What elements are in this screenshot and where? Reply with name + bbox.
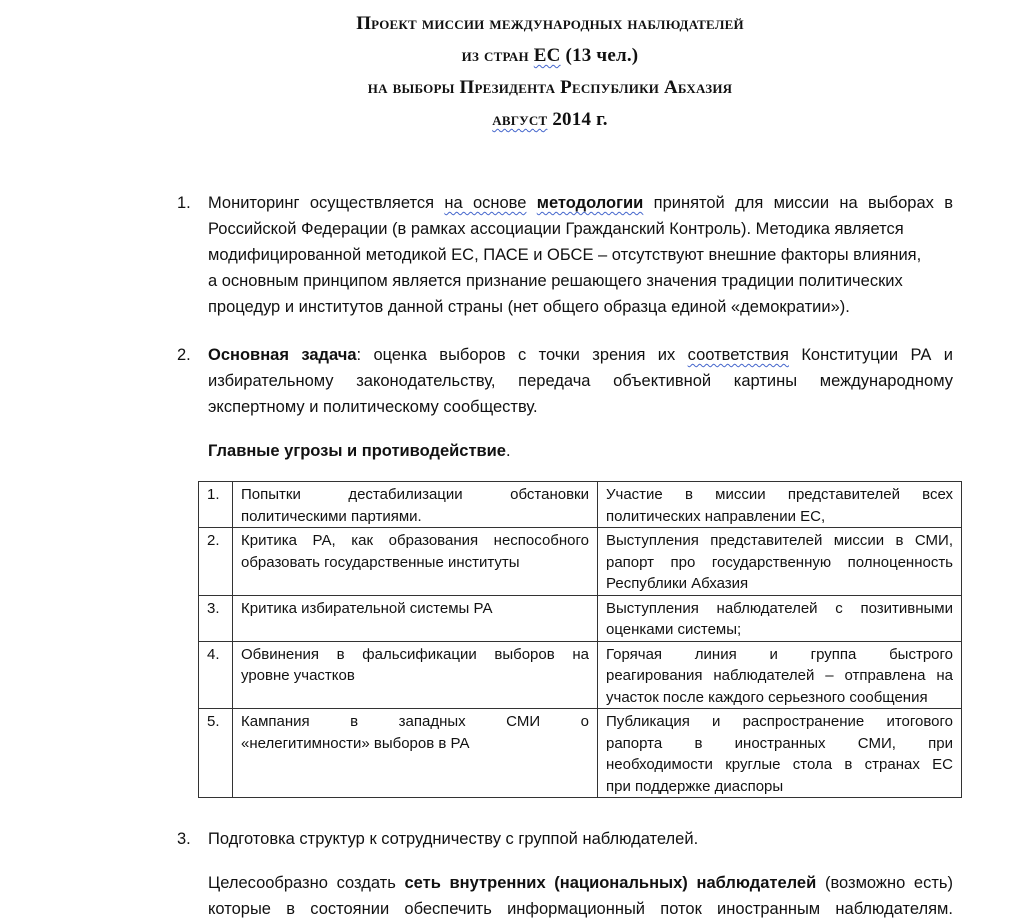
table-row — [199, 709, 962, 798]
cell-line: необходимости круглые стола в странах ЕС — [606, 756, 953, 773]
item2-line-3: экспертному и политическому сообществу. — [208, 398, 538, 416]
cell-line: Республики Абхазия — [606, 575, 749, 592]
cell-line: Критика избирательной системы РА — [241, 599, 493, 617]
cell-line: Публикация и распространение итогового — [606, 713, 953, 730]
cell-line: Выступления представителей миссии в СМИ, — [606, 532, 953, 549]
cell-line: уровне участков — [241, 667, 355, 684]
table-row — [199, 528, 962, 596]
list-number: 2. — [177, 346, 191, 364]
title-line-4: август 2014 г. — [492, 109, 608, 130]
item1-line-1: Мониторинг осуществляется на основе методологии принятой для миссии на выборах в — [208, 194, 953, 212]
item3-line-1: Подготовка структур к сотрудничеству с группой наблюдателей. — [208, 830, 699, 848]
title-line-2: из стран ЕС (13 чел.) — [461, 45, 639, 66]
item3-paragraph-line-2: которые в состоянии обеспечить информационный поток иностранным наблюдателям. — [208, 900, 953, 918]
list-number: 3. — [177, 830, 191, 848]
countermeasure-cell — [598, 595, 962, 641]
list-number: 1. — [177, 194, 191, 212]
cell-line: реагирования наблюдателей – отправлена на — [606, 667, 953, 684]
threats-table — [198, 481, 962, 798]
item2-line-1: Основная задача: оценка выборов с точки зрения их соответствия Конституции РА и — [208, 346, 953, 364]
item3-paragraph-line-1: Целесообразно создать сеть внутренних (национальных) наблюдателей (возможно есть) — [208, 874, 953, 892]
threat-cell — [233, 528, 598, 596]
row-number: 4. — [199, 641, 233, 709]
cell-line: образовать государственные институты — [241, 553, 520, 571]
cell-line: при поддержке диаспоры — [606, 777, 784, 795]
countermeasure-cell — [598, 528, 962, 596]
cell-line: Попытки дестабилизации обстановки — [241, 486, 589, 503]
item1-line-4: а основным принципом является признание решающего значения традиции политических — [208, 272, 903, 290]
item1-line-5: процедур и институтов данной страны (нет общего образца единой «демократии»). — [208, 298, 850, 316]
cell-line: Участие в миссии представителей всех — [606, 486, 953, 503]
cell-line: рапорта в иностранных СМИ, при — [606, 734, 953, 752]
row-number: 3. — [199, 595, 233, 641]
threat-cell — [233, 595, 598, 641]
row-number: 2. — [199, 528, 233, 596]
countermeasure-cell — [598, 709, 962, 798]
table-row — [199, 482, 962, 528]
cell-line: Критика РА, как образования неспособного — [241, 532, 589, 549]
row-number: 1. — [199, 482, 233, 528]
table-row — [199, 595, 962, 641]
item1-line-2: Российской Федерации (в рамках ассоциации Гражданский Контроль). Методика является — [208, 220, 904, 238]
cell-line: Кампания в западных СМИ о — [241, 713, 589, 730]
threats-heading: Главные угрозы и противодействие. — [208, 442, 511, 460]
item1-line-3: модифицированной методикой ЕС, ПАСЕ и ОБСЕ – отсутствуют внешние факторы влияния, — [208, 246, 922, 264]
threat-cell — [233, 709, 598, 798]
cell-line: Выступления наблюдателей с позитивными — [606, 599, 953, 617]
cell-line: рапорт про государственную полноценность — [606, 553, 953, 571]
countermeasure-cell — [598, 482, 962, 528]
document-title — [0, 8, 1024, 136]
threat-cell — [233, 482, 598, 528]
row-number: 5. — [199, 709, 233, 798]
cell-line: политических направлении ЕС, — [606, 507, 826, 525]
cell-line: участок после каждого серьезного сообщения — [606, 688, 928, 706]
list-item-3 — [177, 826, 953, 922]
countermeasure-cell — [598, 641, 962, 709]
item2-line-2: избирательному законодательству, передача объективной картины международному — [208, 372, 953, 390]
cell-line: политическими партиями. — [241, 507, 422, 525]
list-item-1 — [177, 190, 953, 320]
cell-line: Обвинения в фальсификации выборов на — [241, 645, 589, 663]
list-item-2 — [177, 342, 953, 420]
threat-cell — [233, 641, 598, 709]
table-row — [199, 641, 962, 709]
title-line-1: Проект миссии международных наблюдателей — [356, 13, 744, 34]
title-line-3: на выборы Президента Республики Абхазия — [367, 77, 733, 98]
cell-line: Горячая линия и группа быстрого — [606, 645, 953, 663]
cell-line: оценками системы; — [606, 621, 742, 638]
cell-line: «нелегитимности» выборов в РА — [241, 734, 470, 752]
